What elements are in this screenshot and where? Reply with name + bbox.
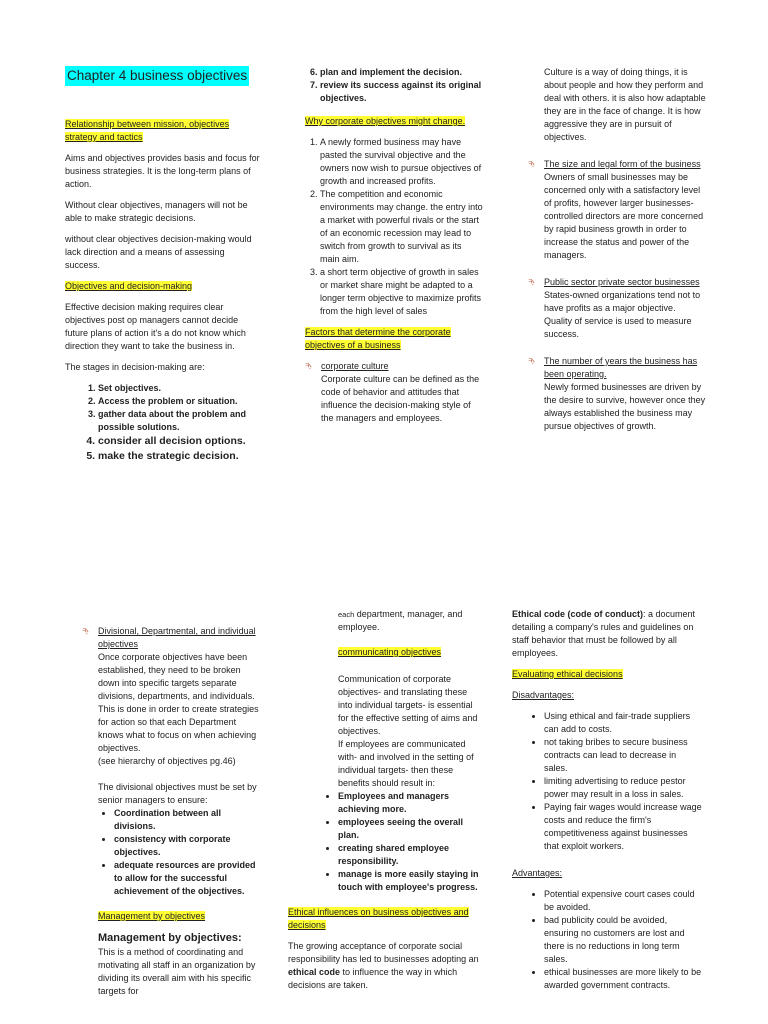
factor-title: The number of years the business has been operating. <box>544 356 698 379</box>
list-item: 2. Access the problem or situation. <box>98 395 260 408</box>
list-item: • limiting advertising to reduce pestor power may result in a loss in sales. <box>544 775 702 801</box>
factor-title: Public sector private sector businesses <box>544 277 700 287</box>
column-3 <box>528 66 706 433</box>
arrow-bullet-icon: ⮷ <box>82 626 90 636</box>
arrow-bullet-icon: ⮷ <box>528 159 536 169</box>
paragraph: Once corporate objectives have been established, they need to be broken down into specific targets separate divisions, departments, and individuals. This is done in order to create strategies for action so that each Department knows what to focus on when achieving objectives. <box>98 652 259 753</box>
stages-list <box>65 382 260 464</box>
factor-text: Owners of small businesses may be concerned only with a satisfactory level of profits, however larger businesses-controlled directors are more concerned by rapid business growth in order to increase the status and power of the managers. <box>544 172 704 260</box>
paragraph: Aims and objectives provides basis and focus for business strategies. It is the long-term plans of action. <box>65 153 260 189</box>
list-item: • bad publicity could be avoided, ensuring no customers are lost and there is no reductions in long term sales. <box>544 914 702 966</box>
mbo-title: Management by objectives: <box>98 932 242 944</box>
factor-title: The size and legal form of the business <box>544 159 701 169</box>
ethics-text: The growing acceptance of corporate social responsibility has led to businesses adopting an <box>288 941 479 964</box>
list-item: 1. Set objectives. <box>98 382 260 395</box>
list-item: • ethical businesses are more likely to be awarded government contracts. <box>544 966 702 992</box>
list-item: • creating shared employee responsibility. <box>338 842 480 868</box>
list-item: • not taking bribes to secure business contracts can lead to decrease in sales. <box>544 736 702 775</box>
benefits-list <box>338 790 480 894</box>
heading-communicating: communicating objectives <box>338 647 442 657</box>
list-item: 3. a short term objective of growth in sales or market share might be adapted to a longer term objective to maximize profits from the high level of sales <box>320 266 483 318</box>
list-item: • Coordination between all divisions. <box>114 807 260 833</box>
heading-factors: Factors that determine the corporate objectives of a business <box>305 327 451 350</box>
paragraph: If employees are communicated with- and involved in the setting of individual targets- then these benefits should result in: <box>338 739 474 788</box>
disadvantages-list <box>512 710 702 853</box>
factor-text: States-owned organizations tend not to have profits as a major objective. Quality of service is used to measure success. <box>544 290 701 339</box>
paragraph: without clear objectives decision-making would lack direction and a means of assessing success. <box>65 234 252 270</box>
reasons-list <box>305 136 483 318</box>
continued-text: each <box>338 610 355 619</box>
paragraph: The divisional objectives must be set by senior managers to ensure: <box>98 782 257 805</box>
list-item: • Potential expensive court cases could be avoided. <box>544 888 702 914</box>
factor-text: Corporate culture can be defined as the code of behavior and attitudes that influence the decision-making style of the managers and employees. <box>321 374 480 423</box>
heading-why-change: Why corporate objectives might change. <box>305 116 466 126</box>
ethics-text: to influence the way in which decisions are taken. <box>288 967 458 990</box>
paragraph: Communication of corporate objectives- and translating these into individual targets- is essential for the effective setting of aims and objectives. <box>338 674 478 736</box>
list-item: • Employees and managers achieving more. <box>338 790 480 816</box>
list-item: • Using ethical and fair-trade suppliers can add to costs. <box>544 710 702 736</box>
column-1 <box>65 66 260 464</box>
paragraph <box>512 608 702 660</box>
reference: (see hierarchy of objectives pg.46) <box>98 756 236 766</box>
factor-item <box>528 276 706 341</box>
advantages-list <box>512 888 702 992</box>
code-text: : a document detailing a company's rules and guidelines on staff behavior that must be followed by all employees. <box>512 609 696 658</box>
list-item: 7. review its success against its original objectives. <box>320 79 483 105</box>
factor-item <box>528 158 706 262</box>
factor-item <box>305 360 483 425</box>
list-item: 2. The competition and economic environments may change. the entry into a market with powerful rivals or the start of an economic recession may lead to switch from growth to survival as its main aim. <box>320 188 483 266</box>
heading-evaluating: Evaluating ethical decisions <box>512 669 623 679</box>
culture-text: Culture is a way of doing things, it is about people and how they perform and deal with others. it is also how adaptable they are in the face of change. It is how aggressive they are in pursuit of objectives. <box>544 67 706 142</box>
column-2 <box>305 66 483 425</box>
arrow-bullet-icon: ⮷ <box>305 361 313 371</box>
list-item: 5. make the strategic decision. <box>98 449 260 464</box>
list-item: 4. consider all decision options. <box>98 434 260 449</box>
stages-list-cont <box>305 66 483 105</box>
factor-text: Newly formed businesses are driven by the desire to survive, however once they always established the business may pursue objectives of growth. <box>544 382 706 431</box>
heading-mbo: Management by objectives <box>98 911 206 921</box>
section-title: Divisional, Departmental, and individual objectives <box>98 626 256 649</box>
column-4 <box>82 625 260 998</box>
continued-text: department, manager, and employee. <box>338 609 463 632</box>
chapter-title: Chapter 4 business objectives <box>65 66 249 86</box>
disadvantages-heading: Disadvantages: <box>512 690 575 700</box>
heading-ethical-influences: Ethical influences on business objectives and decisions <box>288 907 469 930</box>
list-item: • employees seeing the overall plan. <box>338 816 480 842</box>
factor-item <box>528 355 706 433</box>
heading-mission: Relationship between mission, objectives strategy and tactics <box>65 119 230 142</box>
paragraph: The stages in decision-making are: <box>65 362 205 372</box>
paragraph: Without clear objectives, managers will not be able to make strategic decisions. <box>65 200 248 223</box>
code-term: Ethical code (code of conduct) <box>512 609 644 619</box>
heading-decision-making: Objectives and decision-making <box>65 281 193 291</box>
objectives-block <box>82 625 260 998</box>
list-item: • Paying fair wages would increase wage costs and reduce the firm's competitiveness against businesses that exploit workers. <box>544 801 702 853</box>
paragraph: This is a method of coordinating and motivating all staff in an organization by dividing its overall aim with his specific targets for <box>98 947 256 996</box>
list-item: • adequate resources are provided to allow for the successful achievement of the objectives. <box>114 859 260 898</box>
list-item: • manage is more easily staying in touch with employee's progress. <box>338 868 480 894</box>
factor-title: corporate culture <box>321 361 389 371</box>
list-item: • consistency with corporate objectives. <box>114 833 260 859</box>
ethics-term: ethical code <box>288 967 341 977</box>
paragraph <box>288 940 480 992</box>
paragraph: Effective decision making requires clear objectives post op managers cannot decide future plans of action it's a do not know which direction they want to take the business in. <box>65 302 246 351</box>
column-5 <box>288 608 480 1000</box>
list-item: 6. plan and implement the decision. <box>320 66 483 79</box>
list-item: 1. A newly formed business may have pasted the survival objective and the owners now wish to pursue objectives of growth and increased profits. <box>320 136 483 188</box>
column-6 <box>512 608 702 992</box>
ensure-list <box>98 807 260 898</box>
arrow-bullet-icon: ⮷ <box>528 356 536 366</box>
advantages-heading: Advantages: <box>512 868 563 878</box>
list-item: 3. gather data about the problem and possible solutions. <box>98 408 260 434</box>
arrow-bullet-icon: ⮷ <box>528 277 536 287</box>
